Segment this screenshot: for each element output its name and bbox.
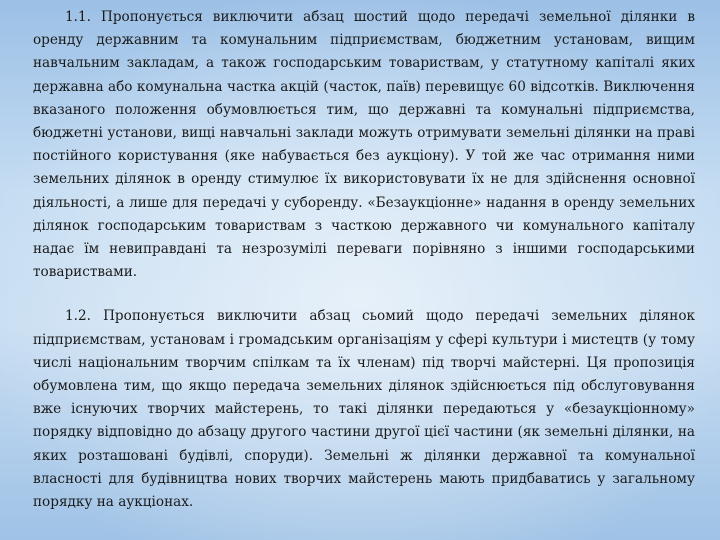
paragraph-text: Пропонується виключити абзац сьомий щодо передачі земельних ділянок підприємствам, установам і громадським організаціям у сфері культури і мистецтв (у тому числі національним творчим спілкам та їх членам) під творчі майстерні. Ця пропозиція обумовлена тим, що якщо передача земельних ділянок здійснюється під обслуговування вже існуючих творчих майстерень, то такі ділянки передаються у «безаукціонному» порядку відповідно до абзацу другого частини другої цієї частини (як земельні ділянки, на яких розташовані будівлі, споруди). Земельні ж ділянки державної та комунальної власності для будівництва нових творчих майстерень мають придбаватись у загальному порядку на аукціонах. (33, 308, 696, 511)
paragraph-text: Пропонується виключити абзац шостий щодо передачі земельної ділянки в оренду державним та комунальним підприємствам, бюджетним установам, вищим навчальним закладам, а також господарським товариствам, у статутному капіталі яких державна або комунальна частка акцій (часток, паїв) перевищує 60 відсотків. Виключення вказаного положення обумовлюється тим, що державні та комунальні підприємства, бюджетні установи, вищі навчальні заклади можуть отримувати земельні ділянки на праві постійного користування (яке набувається без аукціону). У той же час отримання ними земельних ділянок в оренду стимулює їх використовувати їх не для здійснення основної діяльності, а лише для передачі у суборенду. «Безаукціонне» надання в оренду земельних ділянок господарським товариствам з часткою державного чи комунального капіталу надає їм невиправдані та незрозумілі переваги порівняно з іншими господарськими товариствами. (33, 9, 695, 281)
document-body (33, 6, 695, 514)
paragraph-number: 1.1. (65, 9, 91, 25)
paragraph-1-2 (33, 305, 695, 514)
paragraph-number: 1.2. (65, 308, 91, 325)
paragraph-1-1 (33, 6, 695, 284)
